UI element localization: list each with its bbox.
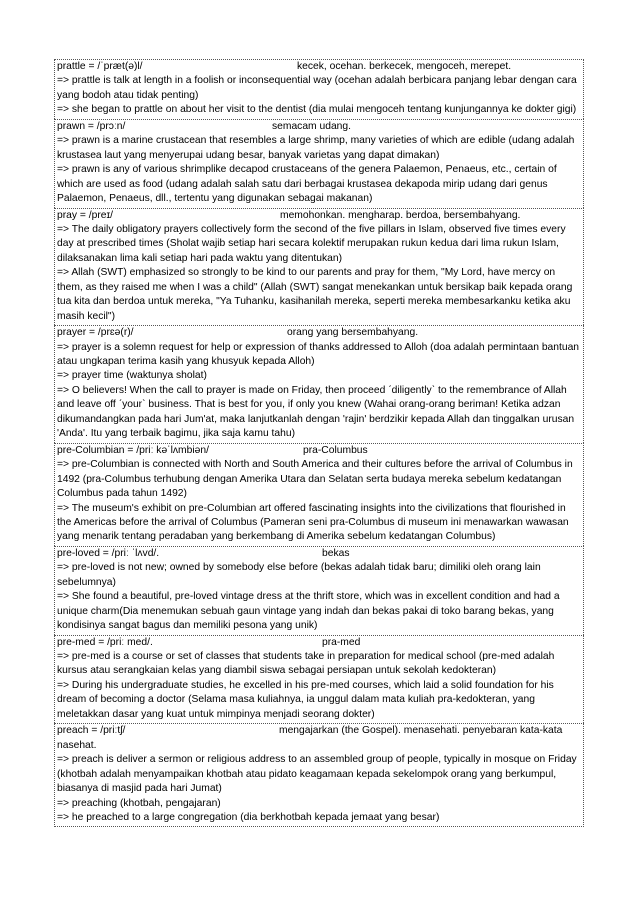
entry-heading [57,326,582,340]
entry-example-line: => During his undergraduate studies, he excelled in his pre-med courses, which laid a solid foundation for his dream of becoming a doctor (Selama masa kuliahnya, ia unggul dalam mata kuliah pra-kedokteran, yang meletakkan dasar yang kuat untuk mimpinya menjadi seorang dokter) [57,679,554,720]
entry-example-line: => prawn is any of various shrimplike decapod crustaceans of the genera Palaemon, Penaeus, etc., certain of which are used as food (udang adalah salah satu dari berbagai krustasea dekapoda mirip udang dari genus Palaemon, Penaeus, dll., tertentu yang digunakan sebagai makanan) [57,164,557,205]
entry-meaning: mengajarkan (the Gospel). menasehati. penyebaran kata-kata nasehat. [57,725,563,751]
entry-example-line: => she began to prattle on about her visit to the dentist (dia mulai mengoceh tentang kunjungannya ke dokter gigi) [57,104,577,116]
entry-example-line: => pre-loved is not new; owned by somebody else before (bekas adalah tidak baru; dimiliki oleh orang lain sebelumnya) [57,562,541,588]
entry-meaning: memohonkan. mengharap. berdoa, bersembahyang. [280,209,521,221]
entry-word-pronunciation: pre-Columbian = /priː kəˈlʌmbiən/ [57,444,209,456]
entry-example-line: => Allah (SWT) emphasized so strongly to be kind to our parents and pray for them, "My Lord, have mercy on them, as they raised me when I was a child" (Allah (SWT) sangat menekankan untuk bersikap baik kepada orang tua kita dan berdoa untuk mereka, "Ya Tuhanku, kasihanilah mereka, seperti mereka membesarkanku ketika aku masih kecil") [57,267,573,322]
dictionary-entry [54,635,584,724]
entry-word-pronunciation: prayer = /prɛə(r)/ [57,327,134,339]
entry-word-pronunciation: prawn = /prɔːn/ [57,120,126,132]
entry-meaning: pra-med [322,636,361,648]
entry-meaning: orang yang bersembahyang. [287,327,419,339]
entry-word-pronunciation: pre-loved = /priː ˈlʌvd/. [57,547,160,559]
entry-heading [57,636,582,650]
entry-example-line: => prayer time (waktunya sholat) [57,370,207,382]
dictionary-entry [54,443,584,546]
entry-example-line: => he preached to a large congregation (dia berkhotbah kepada jemaat yang besar) [57,812,440,823]
entry-meaning: pra-Columbus [303,444,368,456]
dictionary-document [54,59,584,827]
entry-example-line: => preach is deliver a sermon or religious address to an assembled group of people, typically in mosque on Friday (khotbah adalah menyampaikan khotbah atau pidato keagamaan kepada sekelompok orang yang berkumpul, biasanya di masjid pada hari Jumat) [57,754,577,795]
entry-example-line: => O believers! When the call to prayer is made on Friday, then proceed ˊdiligentlyˋ to the remembrance of Allah and leave off ˊyourˋ business. That is best for you, if only you knew (Wahai orang-orang beriman! Ketika adzan dikumandangkan pada hari Jum'at, maka lanjutkanlah dengan 'rajin' berdzikir kepada Allah dan tinggalkan urusan 'Anda'. Itu yang terbaik bagimu, jika saja kamu tahu) [57,384,575,440]
entry-heading [57,547,582,561]
entry-example-line: => prayer is a solemn request for help or expression of thanks addressed to Alloh (doa adalah permintaan bantuan atau ungkapan terima kasih yang khusyuk kepada Alloh) [57,341,580,367]
entry-example-line: => pre-med is a course or set of classes that students take in preparation for medical school (pre-med adalah kursus atau serangkaian kelas yang diambil siswa sebagai persiapan untuk sekolah kedokteran) [57,651,555,677]
dictionary-entry [54,208,584,326]
dictionary-entry [54,723,584,827]
entry-heading [57,120,582,134]
entry-example-line: => The museum's exhibit on pre-Columbian art offered fascinating insights into the civilizations that flourished in the Americas before the arrival of Columbus (Pameran seni pra-Columbus di museum ini menawarkan wawasan yang menarik tentang peradaban yang berkembang di Amerika sebelum kedatangan Columbus) [57,502,569,543]
dictionary-entry [54,546,584,635]
dictionary-entry [54,59,584,119]
entry-heading [57,444,582,458]
entry-example-line: => prawn is a marine crustacean that resembles a large shrimp, many varieties of which are edible (udang adalah krustasea laut yang menyerupai udang besar, banyak varietas yang dapat dimakan) [57,135,575,161]
entry-example-line: => pre-Columbian is connected with North and South America and their cultures before the arrival of Columbus in 1492 (pra-Columbus terhubung dengan Amerika Utara dan Selatan serta budaya mereka sebelum kedatangan Columbus pada tahun 1492) [57,459,573,500]
entry-word-pronunciation: pre-med = /priː med/. [57,636,153,648]
entry-heading [57,60,582,74]
dictionary-entry [54,325,584,443]
entry-example-line: => She found a beautiful, pre-loved vintage dress at the thrift store, which was in excellent condition and had a unique charm(Dia menemukan sebuah gaun vintage yang indah dan bekas pakai di toko barang bekas, yang kondisinya sangat bagus dan memiliki pesona yang unik) [57,591,560,632]
entry-word-pronunciation: preach = /priːtʃ/ [57,725,126,737]
entry-meaning: bekas [322,547,350,559]
entry-meaning: kecek, ocehan. berkecek, mengoceh, merepet. [297,61,512,72]
dictionary-entry [54,119,584,208]
entry-example-line: => The daily obligatory prayers collectively form the second of the five pillars in Islam, observed five times every day at prescribed times (Sholat wajib setiap hari secara kolektif merupakan rukun kedua dari lima rukun Islam, dilaksanakan lima kali setiap hari pada waktu yang ditentukan) [57,223,566,264]
entry-example-line: => prattle is talk at length in a foolish or inconsequential way (ocehan adalah berbicara panjang lebar dengan cara yang bodoh atau tidak penting) [57,75,577,101]
entry-word-pronunciation: prattle = /ˈpræt(ə)l/ [57,61,143,72]
entry-heading [57,209,582,223]
entry-meaning: semacam udang. [272,120,351,132]
entry-heading [57,724,582,753]
entry-word-pronunciation: pray = /preɪ/ [57,209,114,221]
entry-example-line: => preaching (khotbah, pengajaran) [57,797,221,809]
